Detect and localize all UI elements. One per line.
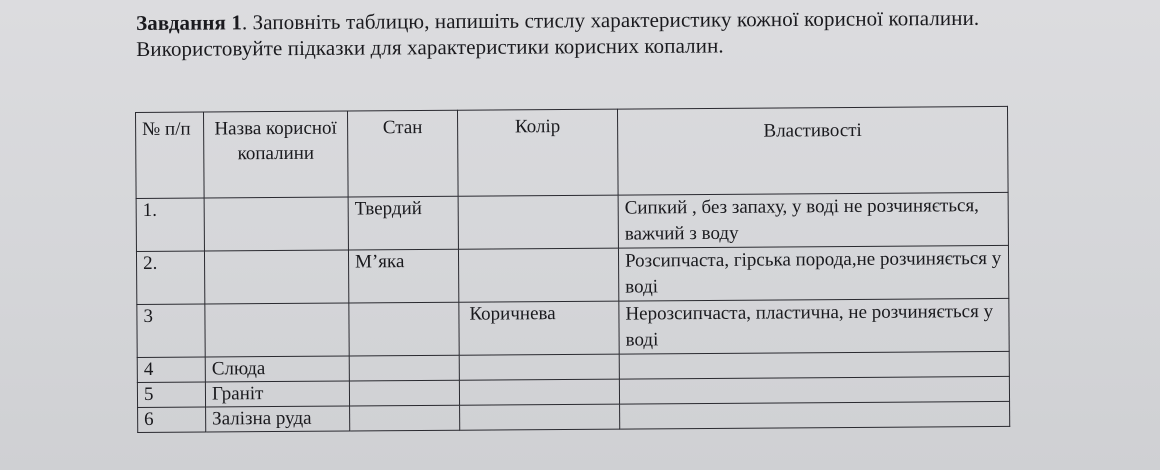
row-num: 1. bbox=[136, 198, 204, 251]
header-state: Стан bbox=[347, 110, 458, 197]
row-num: 4 bbox=[137, 357, 205, 382]
row-props-cell[interactable] bbox=[620, 401, 1010, 429]
task-text: . Заповніть таблицю, напишіть стислу характеристику кожної корисної копалини. Використовуйте підказки для характеристики корисних копалин. bbox=[136, 5, 980, 61]
row-state-cell[interactable] bbox=[350, 405, 460, 431]
row-color-cell[interactable] bbox=[458, 195, 618, 249]
row-num: 3 bbox=[137, 304, 205, 357]
header-color: Колір bbox=[457, 109, 618, 196]
row-name-cell[interactable] bbox=[205, 303, 349, 357]
row-num: 5 bbox=[137, 382, 205, 407]
row-name-cell[interactable] bbox=[204, 197, 348, 251]
row-color-cell[interactable] bbox=[458, 248, 618, 302]
task-title: Завдання 1 bbox=[136, 10, 242, 35]
table-row bbox=[137, 298, 1009, 357]
row-props: Розсипчаста, гірська порода,не розчиняється у воді bbox=[618, 245, 1008, 301]
row-num: 6 bbox=[138, 407, 206, 432]
row-state-cell[interactable] bbox=[349, 355, 459, 381]
header-name: Назва корисної копалини bbox=[204, 111, 349, 198]
row-name: Слюда bbox=[205, 356, 349, 382]
table-row bbox=[136, 245, 1008, 304]
row-color-cell[interactable] bbox=[460, 404, 620, 430]
table-row bbox=[136, 192, 1008, 251]
row-color-cell[interactable] bbox=[459, 354, 619, 380]
row-state-cell[interactable] bbox=[349, 380, 459, 406]
row-state-cell[interactable] bbox=[349, 302, 459, 356]
row-state: Твердий bbox=[348, 196, 458, 250]
row-name-cell[interactable] bbox=[204, 250, 348, 304]
table-header-row bbox=[136, 106, 1009, 198]
row-props: Нерозсипчаста, пластична, не розчиняється у воді bbox=[619, 298, 1009, 354]
row-state: М’яка bbox=[348, 249, 458, 303]
task-instruction bbox=[136, 5, 1036, 62]
row-name: Граніт bbox=[205, 381, 349, 407]
header-props: Властивості bbox=[617, 106, 1008, 195]
minerals-table bbox=[135, 106, 1010, 433]
row-num: 2. bbox=[136, 251, 204, 304]
row-props: Сипкий , без запаху, у воді не розчиняється, важчий з воду bbox=[618, 192, 1008, 248]
header-num: № п/п bbox=[136, 112, 205, 198]
row-name: Залізна руда bbox=[206, 406, 350, 432]
row-color-cell[interactable] bbox=[459, 379, 619, 405]
table-row bbox=[138, 401, 1010, 432]
row-color: Коричнева bbox=[459, 301, 619, 355]
row-props-cell[interactable] bbox=[619, 376, 1009, 404]
row-props-cell[interactable] bbox=[619, 351, 1009, 379]
